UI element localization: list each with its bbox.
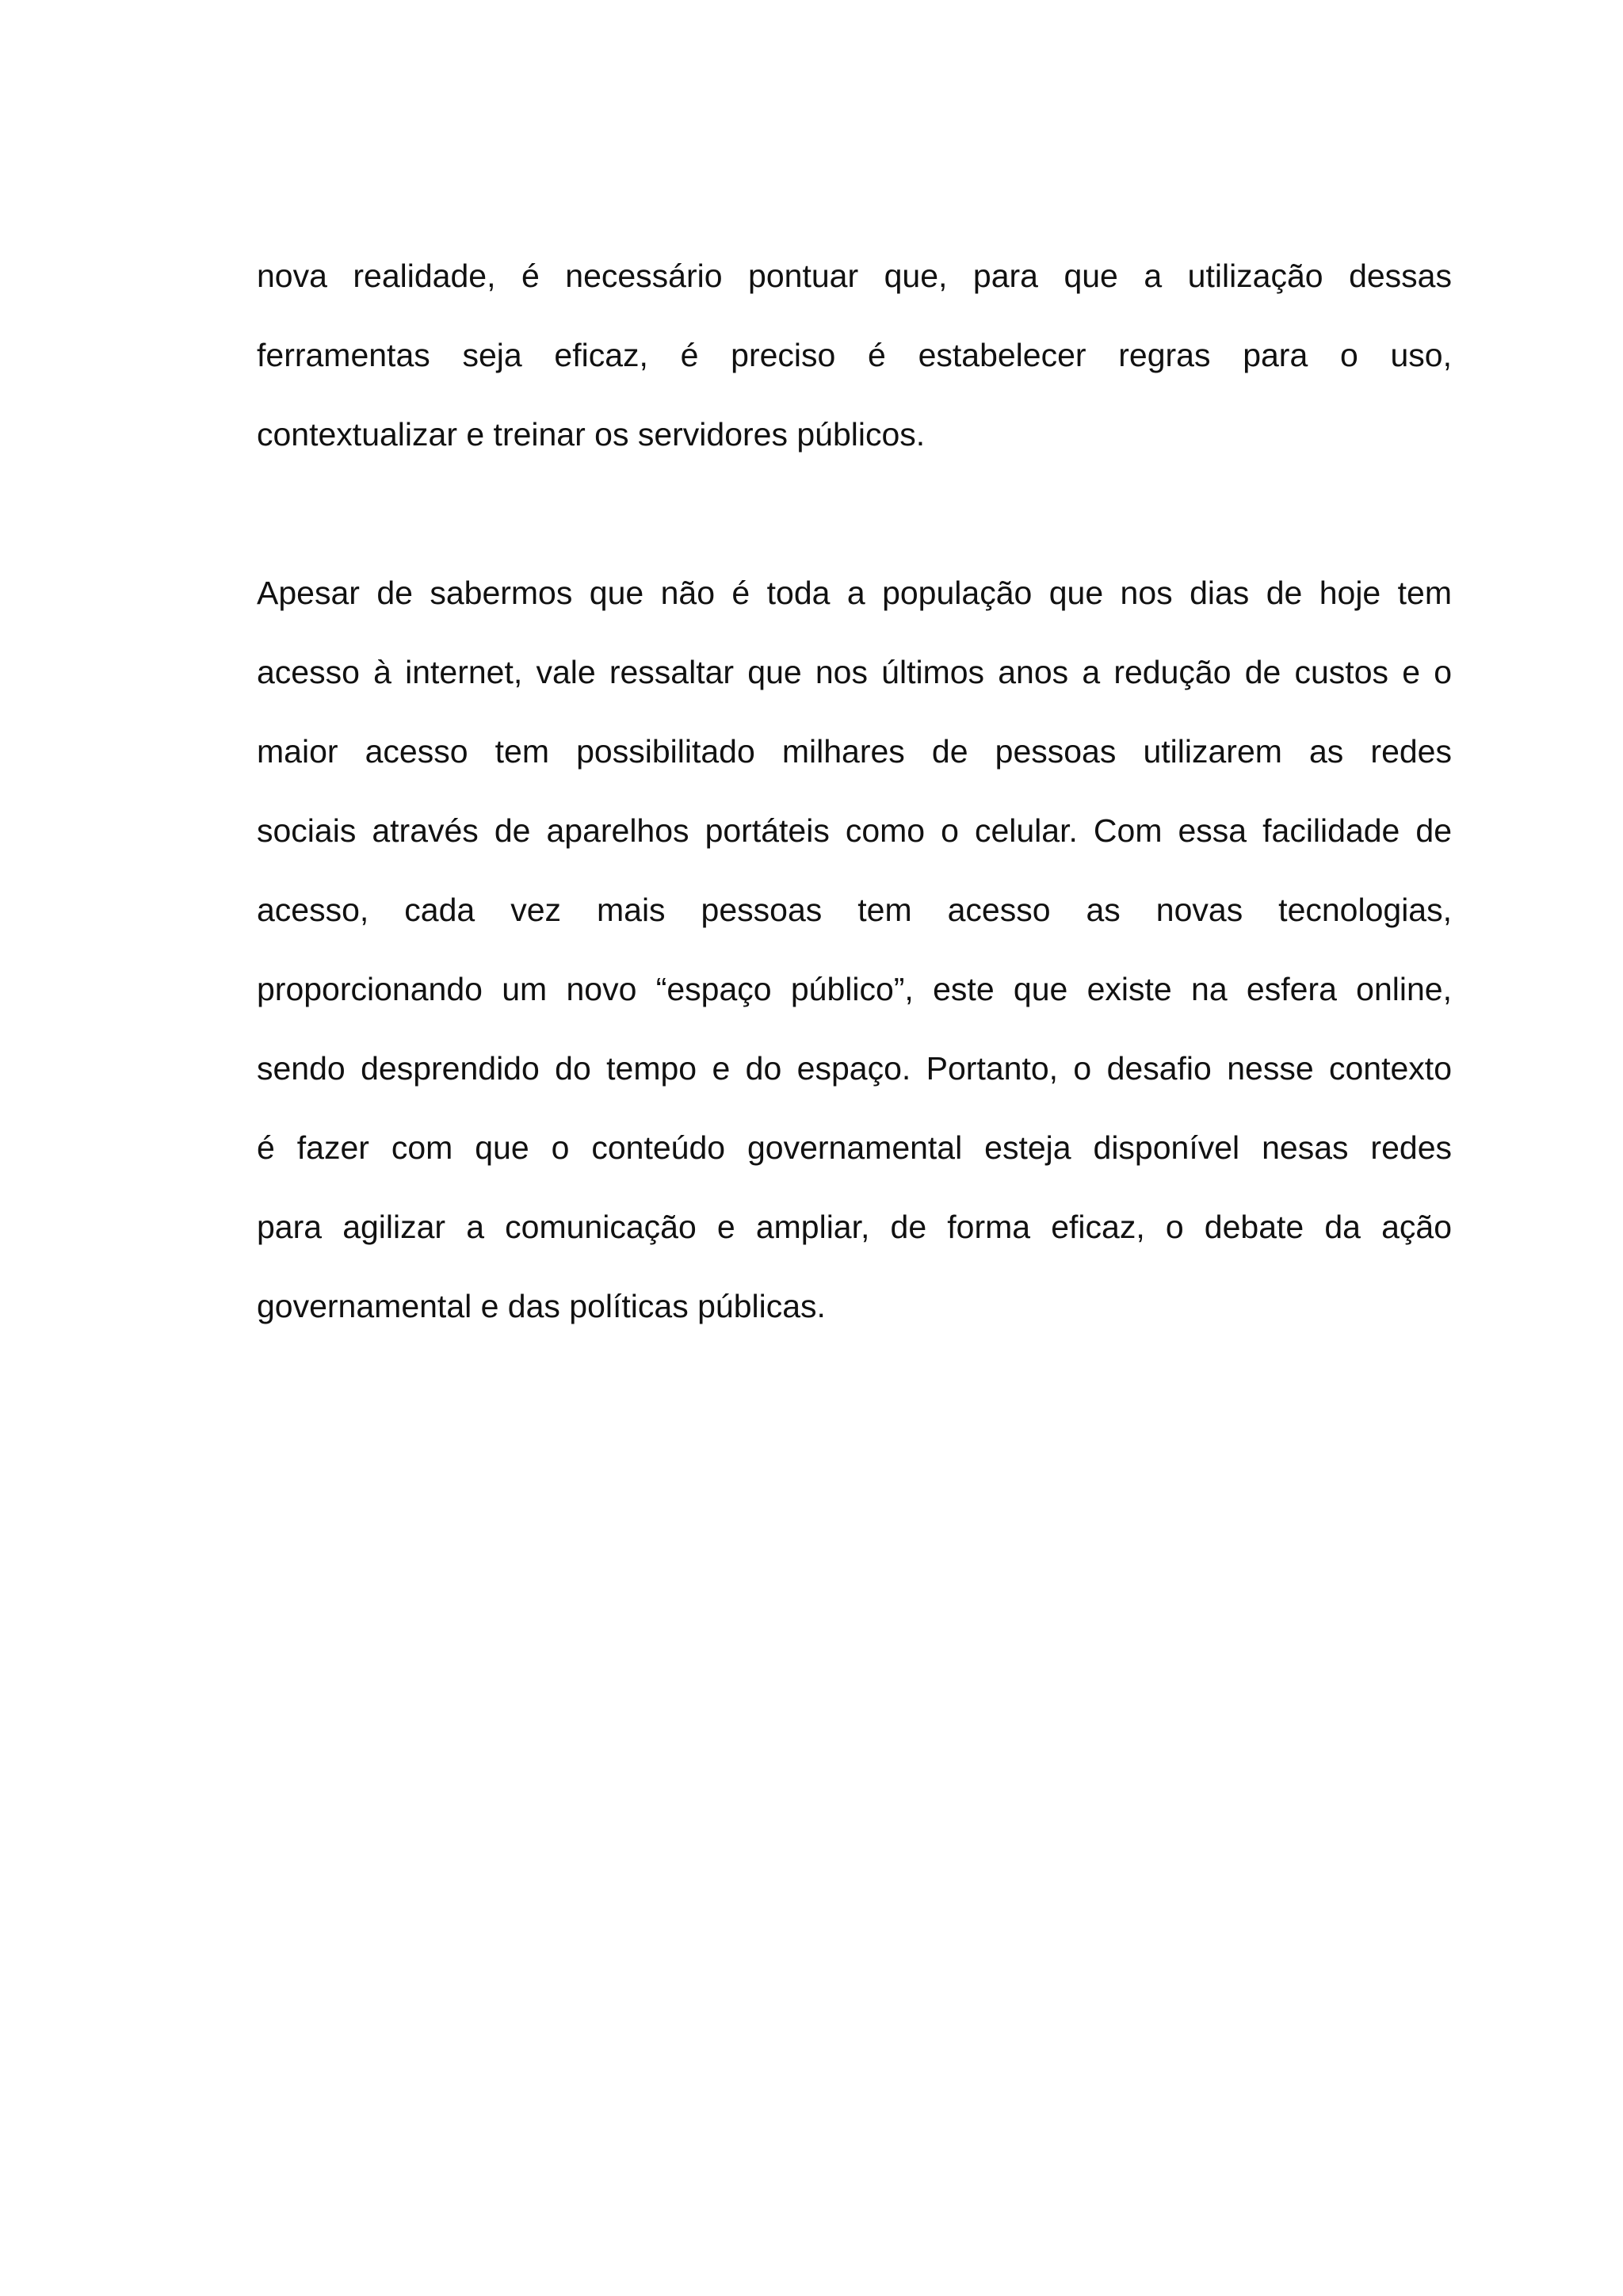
text-line: acesso à internet, vale ressaltar que nos últimos anos a redução de custos e o bbox=[257, 654, 1452, 690]
text-line: acesso, cada vez mais pessoas tem acesso as novas tecnologias, bbox=[257, 892, 1452, 928]
text-line: nova realidade, é necessário pontuar que, para que a utilização dessas bbox=[257, 258, 1452, 294]
text-line: governamental e das políticas públicas. bbox=[257, 1288, 826, 1324]
text-line: contextualizar e treinar os servidores públicos. bbox=[257, 416, 926, 453]
text-line: Apesar de sabermos que não é toda a população que nos dias de hoje tem bbox=[257, 575, 1452, 611]
text-line: maior acesso tem possibilitado milhares de pessoas utilizarem as redes bbox=[257, 733, 1452, 770]
text-line: ferramentas seja eficaz, é preciso é estabelecer regras para o uso, bbox=[257, 337, 1452, 373]
text-line: proporcionando um novo “espaço público”, este que existe na esfera online, bbox=[257, 971, 1452, 1007]
text-line: é fazer com que o conteúdo governamental esteja disponível nesas redes bbox=[257, 1129, 1452, 1166]
text-line: sendo desprendido do tempo e do espaço. Portanto, o desafio nesse contexto bbox=[257, 1050, 1452, 1087]
text-line: sociais através de aparelhos portáteis como o celular. Com essa facilidade de bbox=[257, 812, 1452, 849]
text-line: para agilizar a comunicação e ampliar, de forma eficaz, o debate da ação bbox=[257, 1209, 1452, 1245]
